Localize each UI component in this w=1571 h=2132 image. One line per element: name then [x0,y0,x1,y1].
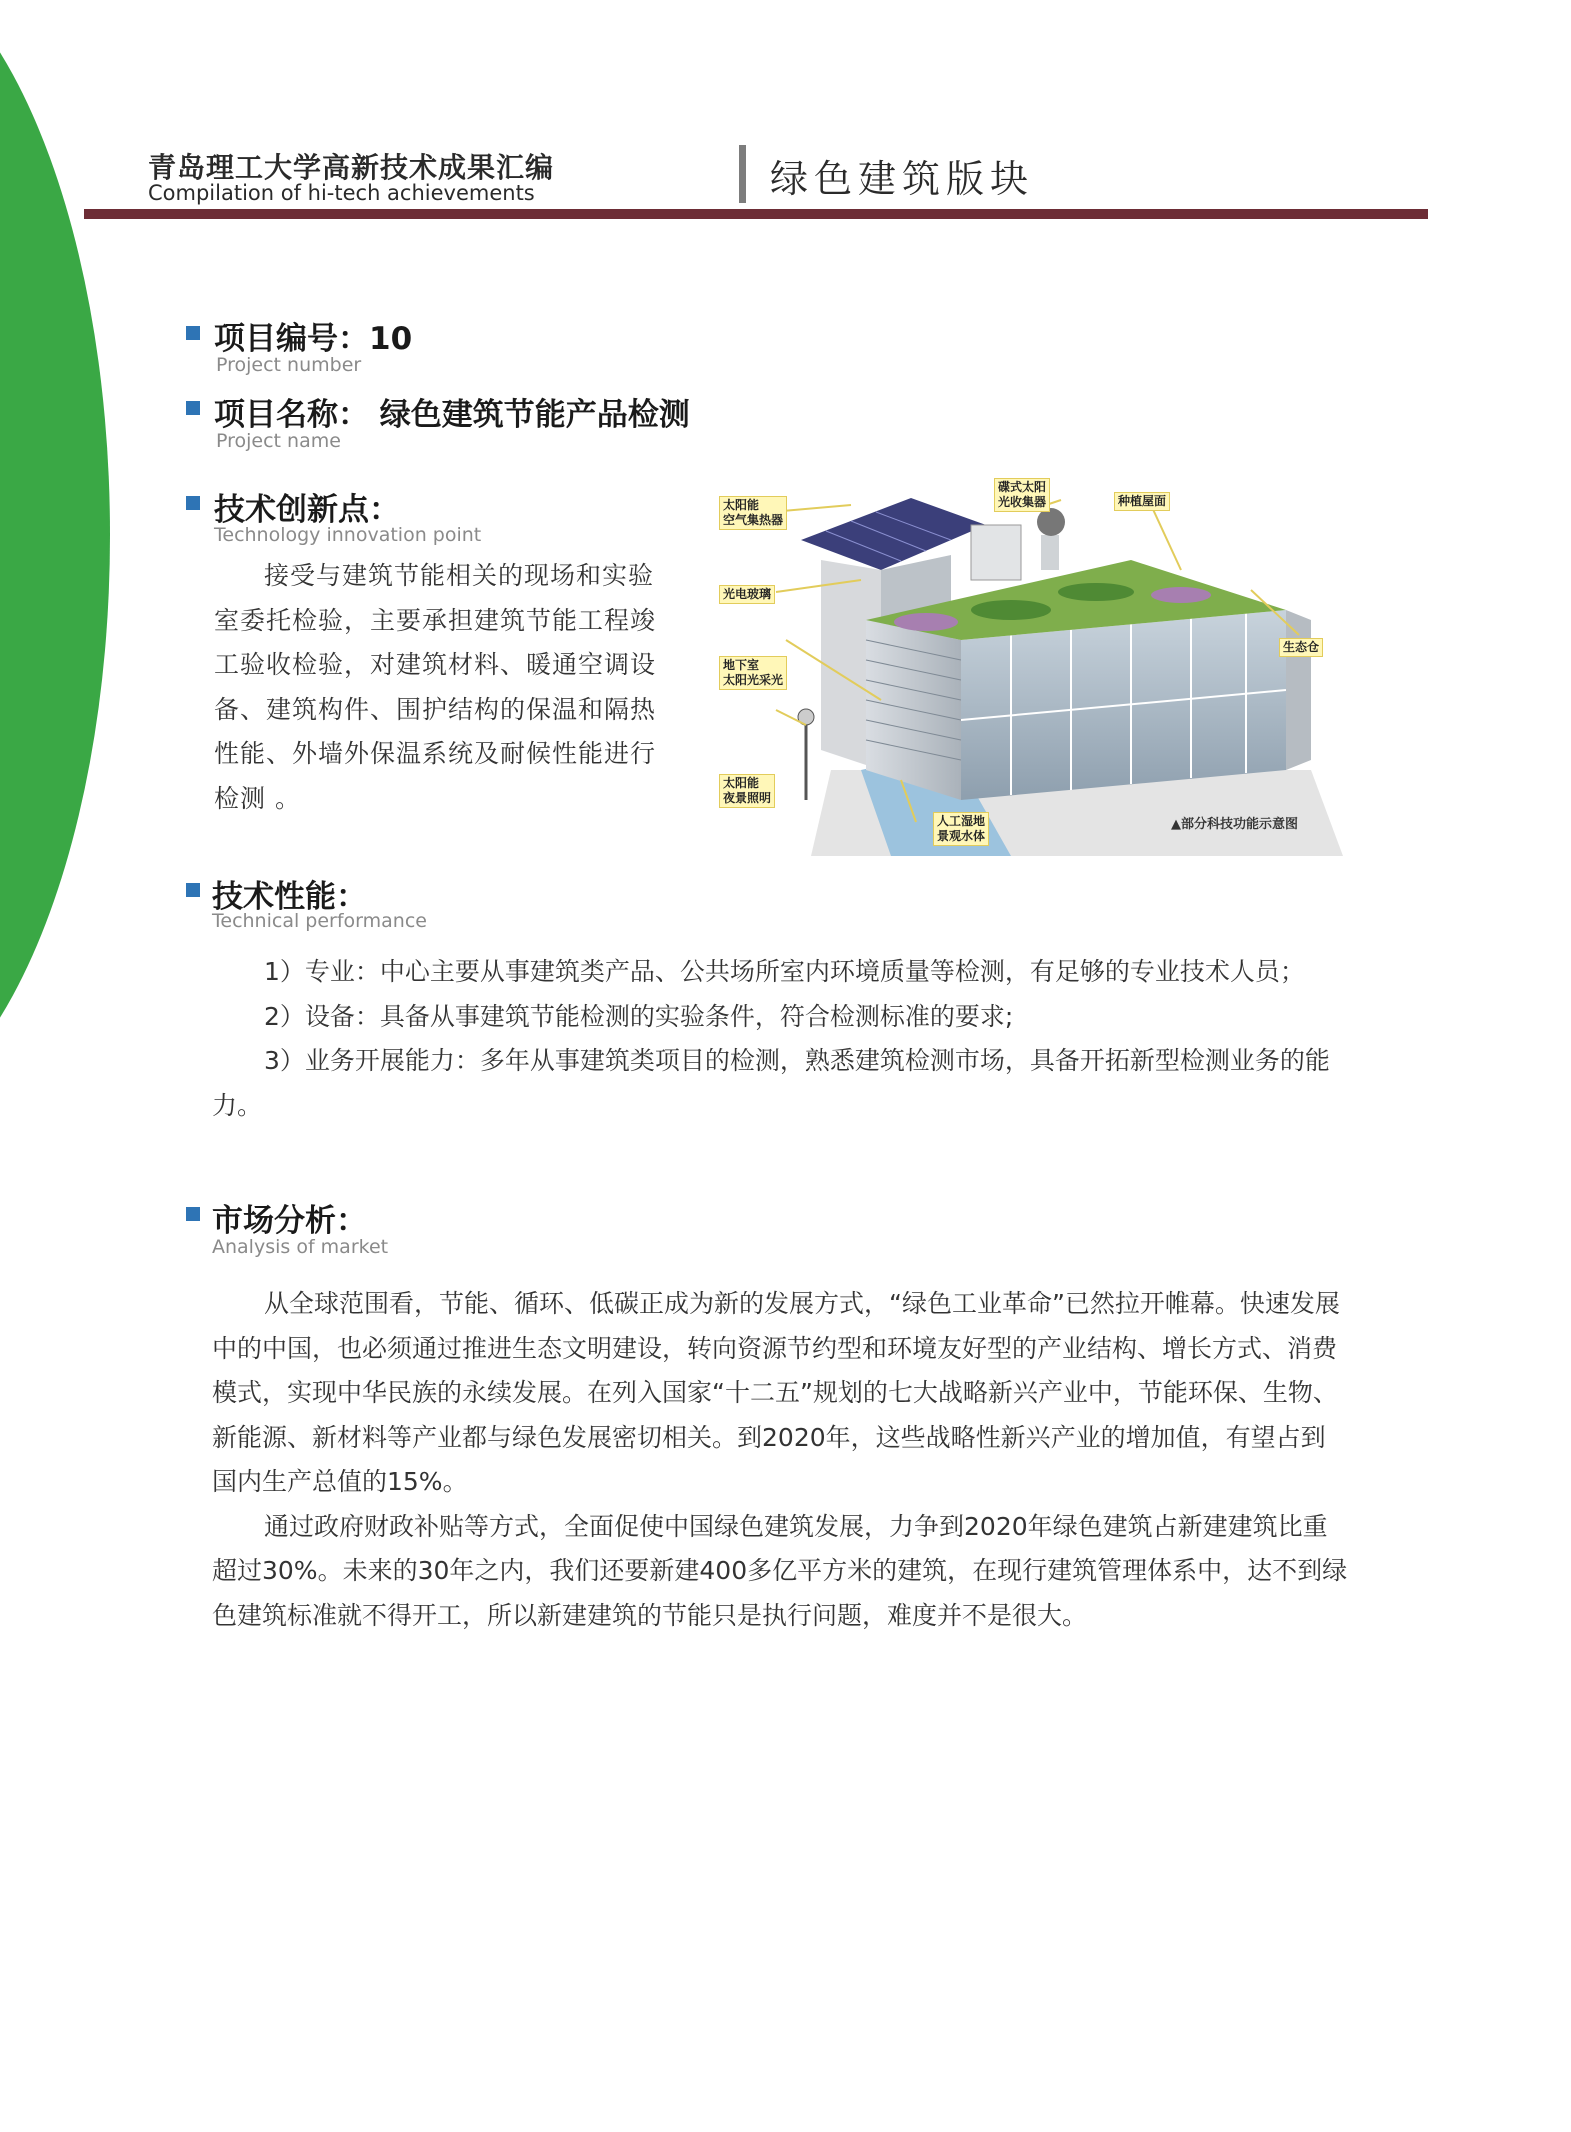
label-basement-daylight: 地下室 太阳光采光 [719,656,787,690]
section-title: 绿色建筑版块 [770,157,1035,201]
label-eco-cabin: 生态仓 [1279,638,1323,657]
innovation-en: Technology innovation point [214,524,482,546]
label-solar-night-lighting: 太阳能 夜景照明 [719,774,775,808]
innovation-text [214,554,694,821]
label-dish-solar-collector: 碟式太阳 光收集器 [994,478,1050,512]
label-wetland-water: 人工湿地 景观水体 [933,812,989,846]
building-illustration [711,470,1343,856]
performance-item: 3）业务开展能力：多年从事建筑类项目的检测，熟悉建筑检测市场，具备开拓新型检测业务的能力。 [212,1046,1330,1120]
green-side-band [0,0,110,1130]
bullet-icon [186,1207,200,1221]
solar-collector-dish [1037,508,1065,536]
project-name-en: Project name [216,430,341,452]
header-title-en: Compilation of hi-tech achievements [148,181,535,205]
performance-item: 2）设备：具备从事建筑节能检测的实验条件，符合检测标准的要求; [264,1001,1014,1031]
innovation-label: 技术创新点： [214,492,400,528]
figure-caption: ▲部分科技功能示意图 [1171,817,1298,832]
header-rule [84,209,1428,219]
performance-label: 技术性能： [212,879,367,915]
bullet-icon [186,496,200,510]
innovation-line: 接受与建筑节能相关的现场和实验 [264,561,655,590]
label-pv-glass: 光电玻璃 [719,585,775,604]
performance-text [212,950,1348,1128]
market-paragraph: 从全球范围看，节能、循环、低碳正成为新的发展方式，“绿色工业革命”已然拉开帷幕。快速发展中的中国，也必须通过推进生态文明建设，转向资源节约型和环境友好型的产业结构、增长方式、消费模式，实现中华民族的永续发展。在列入国家“十二五”规划的七大战略新兴产业中，节能环保、生物、新能源、新材料等产业都与绿色发展密切相关。到2020年，这些战略性新兴产业的增加值，有望占到国内生产总值的15%。 [212,1289,1340,1496]
market-en: Analysis of market [212,1236,389,1258]
header-divider [739,145,746,203]
innovation-line: 检测 。 [214,783,301,813]
performance-en: Technical performance [212,910,427,932]
bullet-icon [186,326,200,340]
label-solar-air-collector: 太阳能 空气集热器 [719,496,787,530]
project-number-en: Project number [216,354,362,376]
bullet-icon [186,401,200,415]
innovation-line: 室委托检验，主要承担建筑节能工程竣 [214,605,657,635]
label-green-roof: 种植屋面 [1114,492,1170,511]
market-paragraph: 通过政府财政补贴等方式，全面促使中国绿色建筑发展，力争到2020年绿色建筑占新建建筑比重超过30%。未来的30年之内，我们还要新建400多亿平方米的建筑，在现行建筑管理体系中，达不到绿色建筑标准就不得开工，所以新建建筑的节能只是执行问题，难度并不是很大。 [212,1511,1348,1630]
project-number-label: 项目编号：10 [214,321,413,357]
header-title-cn: 青岛理工大学高新技术成果汇编 [148,151,555,184]
market-text [212,1282,1348,1638]
market-label: 市场分析： [212,1203,367,1239]
innovation-line: 性能、外墙外保温系统及耐候性能进行 [214,739,657,768]
innovation-line: 备、建筑构件、围护结构的保温和隔热 [214,694,657,724]
green-building-figure [711,470,1343,856]
performance-item: 1）专业：中心主要从事建筑类产品、公共场所室内环境质量等检测，有足够的专业技术人员； [264,957,1305,986]
innovation-line: 工验收检验，对建筑材料、暖通空调设 [214,650,657,679]
project-name-label: 项目名称： 绿色建筑节能产品检测 [214,397,690,433]
bullet-icon [186,883,200,897]
